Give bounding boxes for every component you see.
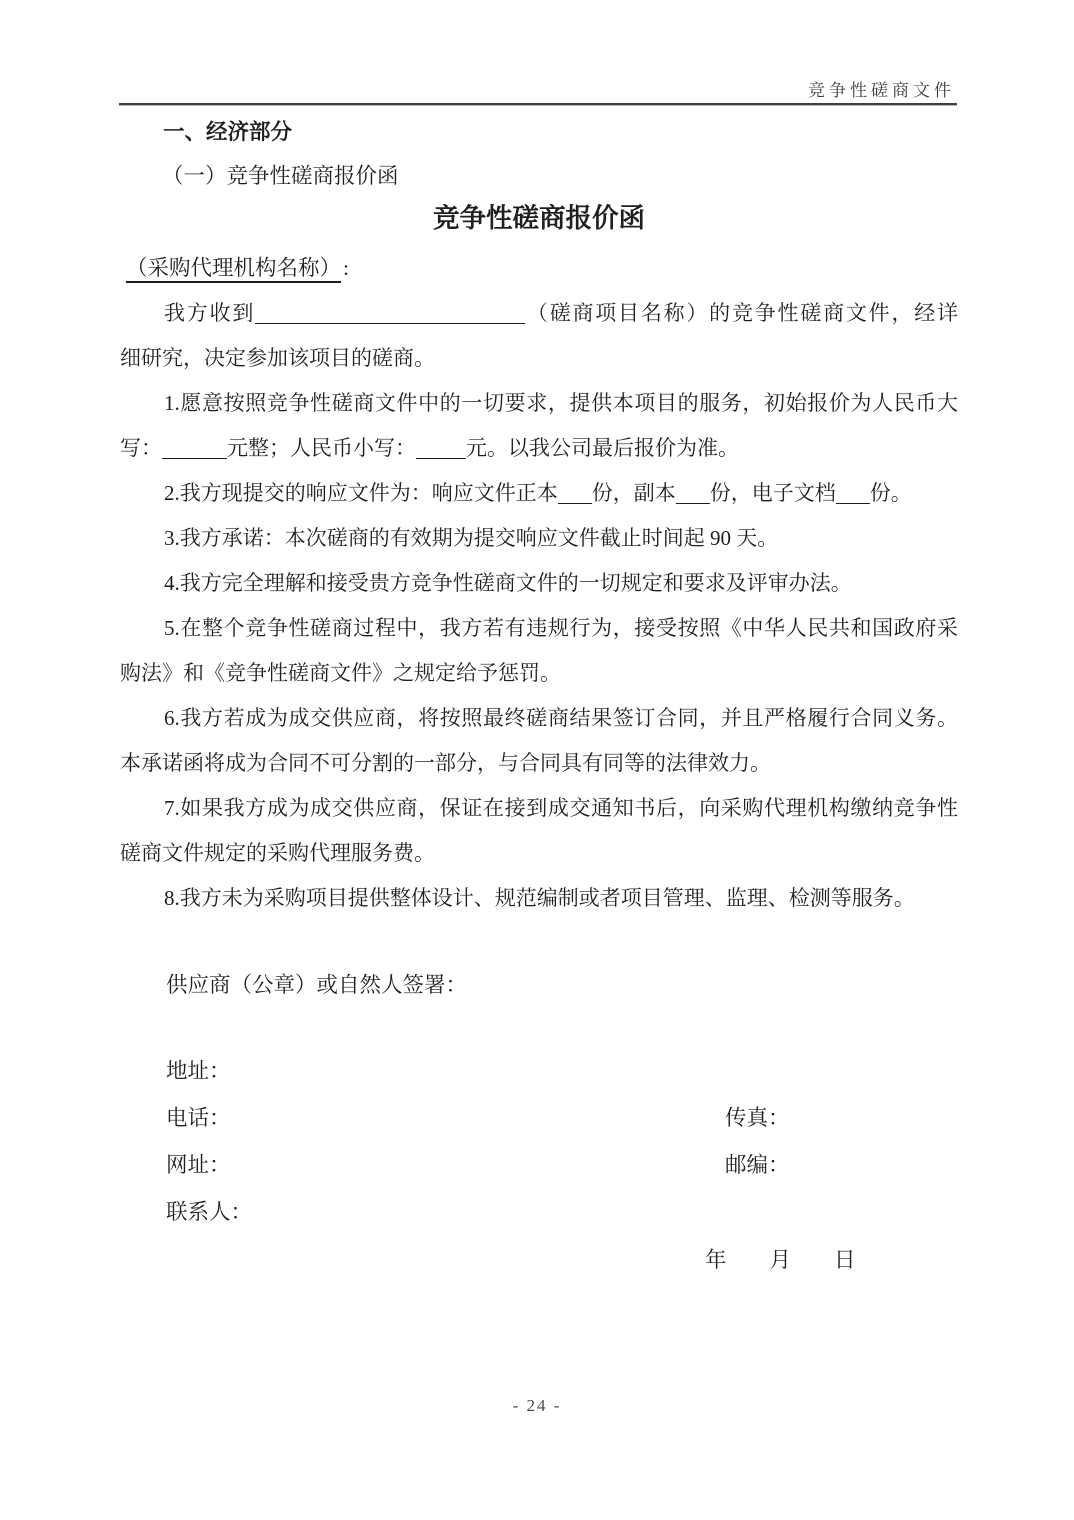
address-label: 地址：: [166, 1059, 231, 1083]
blank-underline: [558, 487, 592, 504]
contact-block: [120, 1048, 958, 1236]
blank-underline: [416, 442, 466, 459]
text-run: 写：: [120, 436, 162, 460]
body-line: [120, 561, 958, 606]
text-run: 细研究，决定参加该项目的磋商。: [120, 346, 435, 370]
text-run: 元。以我公司最后报价为准。: [466, 436, 739, 460]
contact-person-label: 联系人：: [166, 1200, 253, 1224]
contact-row-website-postcode: [120, 1142, 958, 1189]
body-line: [120, 786, 958, 831]
postcode-label: 邮编：: [725, 1153, 790, 1177]
body-line: [120, 336, 958, 381]
text-run: 磋商文件规定的采购代理服务费。: [120, 841, 435, 865]
text-run: 3.我方承诺：本次磋商的有效期为提交响应文件截止时间起 90 天。: [164, 526, 779, 550]
body-line: [120, 381, 958, 426]
blank-underline: [676, 487, 710, 504]
salutation-line: [120, 251, 958, 282]
text-run: （磋商项目名称）的竞争性磋商文件，经详: [525, 301, 959, 325]
text-run: 7.如果我方成为成交供应商，保证在接到成交通知书后，向采购代理机构缴纳竞争性: [164, 796, 958, 820]
body-line: [120, 291, 958, 336]
text-run: 4.我方完全理解和接受贵方竞争性磋商文件的一切规定和要求及评审办法。: [164, 571, 852, 595]
text-run: 份，副本: [591, 481, 676, 505]
body-line: [120, 831, 958, 876]
text-run: 份，电子文档: [709, 481, 836, 505]
signature-label: 供应商（公章）或自然人签署：: [166, 973, 468, 997]
body-line: [120, 606, 958, 651]
page-number: - 24 -: [512, 1396, 562, 1415]
body-line: [120, 651, 958, 696]
page-title: 竞争性磋商报价函: [433, 203, 645, 233]
page-header-doc-type: 竞争性磋商文件: [808, 81, 955, 100]
body-line: [120, 876, 958, 921]
blank-underline: [836, 487, 870, 504]
text-run: 1.愿意按照竞争性磋商文件中的一切要求，提供本项目的服务，初始报价为人民币大: [164, 391, 958, 415]
fax-label: 传真：: [725, 1106, 790, 1130]
body-line: [120, 426, 958, 471]
contact-row-phone-fax: [120, 1095, 958, 1142]
text-run: 购法》和《竞争性磋商文件》之规定给予惩罚。: [120, 661, 561, 685]
body-line: [120, 696, 958, 741]
text-run: 8.我方未为采购项目提供整体设计、规范编制或者项目管理、监理、检测等服务。: [164, 886, 915, 910]
text-run: 6.我方若成为成交供应商，将按照最终磋商结果签订合同，并且严格履行合同义务。: [164, 706, 958, 730]
blank-underline: [255, 307, 525, 324]
text-run: 本承诺函将成为合同不可分割的一部分，与合同具有同等的法律效力。: [120, 751, 771, 775]
text-run: 份。: [869, 481, 912, 505]
date-line: 年 月 日: [705, 1248, 856, 1272]
agency-name-blank: （采购代理机构名称）: [126, 256, 342, 280]
body-line: [120, 741, 958, 786]
contact-row-contact-person: [120, 1189, 958, 1236]
subsection-heading: （一）竞争性磋商报价函: [162, 164, 399, 188]
contact-row-address: [120, 1048, 958, 1095]
text-run: 元整；人民币小写：: [227, 436, 416, 460]
blank-underline: [162, 442, 227, 459]
body-line: [120, 471, 958, 516]
text-run: 5.在整个竞争性磋商过程中，我方若有违规行为，接受按照《中华人民共和国政府采: [164, 616, 958, 640]
text-run: 我方收到: [164, 301, 256, 325]
header-rule: [119, 103, 957, 106]
website-label: 网址：: [166, 1153, 231, 1177]
salutation-colon: :: [343, 256, 349, 280]
section-heading: 一、经济部分: [163, 120, 293, 144]
body-line: [120, 516, 958, 561]
phone-label: 电话：: [166, 1106, 231, 1130]
text-run: 2.我方现提交的响应文件为：响应文件正本: [164, 481, 558, 505]
document-body: [120, 291, 958, 921]
